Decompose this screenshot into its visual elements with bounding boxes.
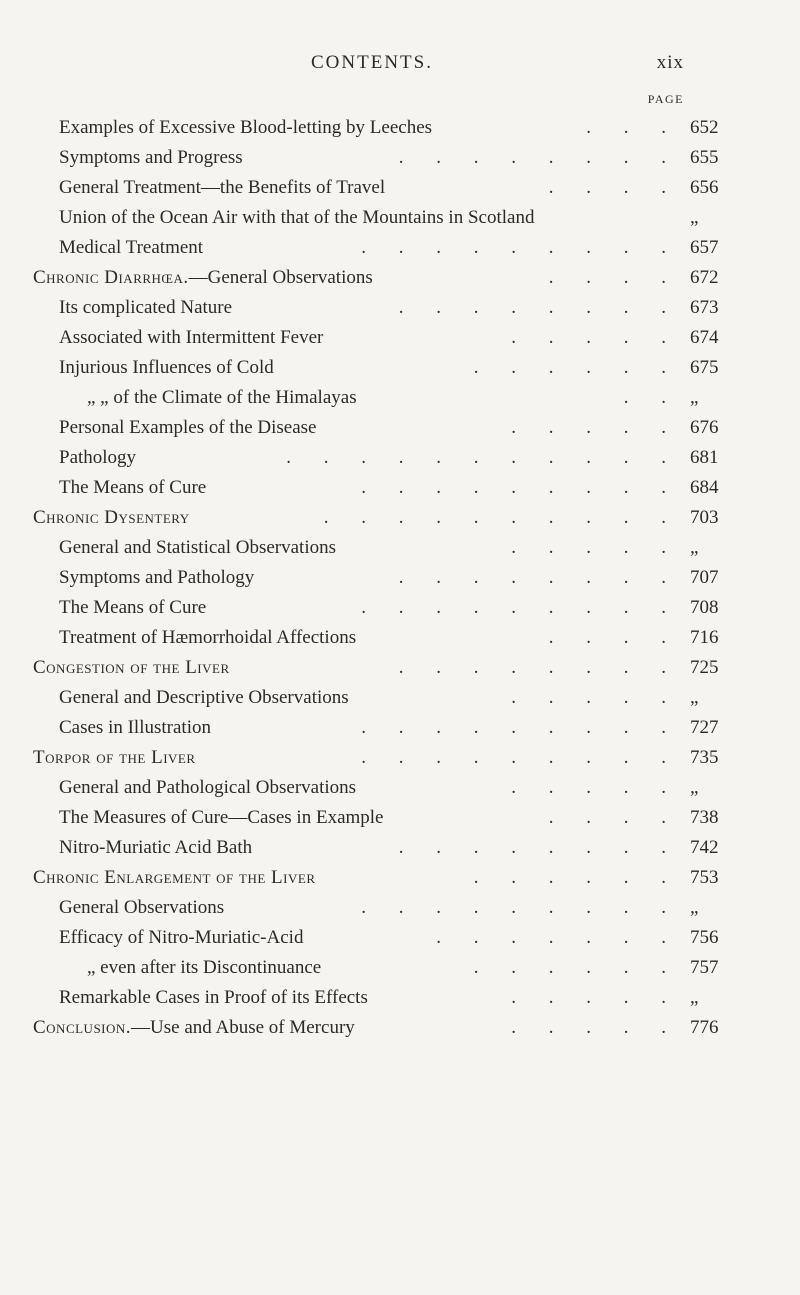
toc-entry-text: Efficacy of Nitro-Muriatic-Acid (59, 927, 304, 948)
leader-dots: . . . . . (511, 327, 680, 348)
toc-entry-page: 656 (690, 177, 719, 198)
leader-dots: . . . . (548, 807, 680, 828)
leader-dots: . . . . . . . . . (361, 477, 680, 498)
toc-entry-text: Injurious Influences of Cold (59, 357, 274, 378)
toc-entry (0, 773, 800, 803)
toc-entry (0, 413, 800, 443)
leader-dots: . . . . . . . . . (361, 597, 680, 618)
toc-entry-text: Cases in Illustration (59, 717, 211, 738)
toc-entry-title (59, 233, 203, 263)
toc-entry-text: Personal Examples of the Disease (59, 417, 317, 438)
toc-entry (0, 533, 800, 563)
toc-entry-page: 672 (690, 267, 719, 288)
toc-entry-title (59, 683, 349, 713)
leader-dots: . . . . . . . (436, 927, 680, 948)
leader-dots: . . . . . . . . (398, 837, 680, 858)
leader-dots: . . . . . . . . . (361, 717, 680, 738)
toc-section (0, 503, 800, 533)
toc-section-title (33, 653, 230, 683)
leader-dots: . . . . . . . . . . . (286, 447, 680, 468)
toc-entry-title (59, 623, 356, 653)
toc-entry-text: The Means of Cure (59, 597, 207, 618)
leader-dots: . . . . . . . . (398, 297, 680, 318)
toc-entry (0, 803, 800, 833)
toc-entry-page: „ (690, 207, 701, 228)
toc-entry-title (59, 713, 211, 743)
toc-entry (0, 113, 800, 143)
toc-entry-title (59, 413, 316, 443)
toc-entry-text: Symptoms and Progress (59, 147, 243, 168)
toc-entry-page: „ (690, 687, 701, 708)
leader-dots: . . . . . . . . (398, 657, 680, 678)
toc-entry-text: Nitro-Muriatic Acid Bath (59, 837, 253, 858)
toc-section-title (33, 263, 373, 293)
toc-entry-text: „ „ of the Climate of the Himalayas (87, 387, 357, 408)
toc-entry (0, 563, 800, 593)
toc-entry (0, 683, 800, 713)
toc-entry (0, 923, 800, 953)
leader-dots: . . . . . . . . . (361, 897, 680, 918)
toc-entry-page: „ (690, 537, 701, 558)
toc-section-title (33, 863, 315, 893)
toc-entry-page: „ (690, 777, 701, 798)
toc-entry (0, 623, 800, 653)
toc-entry-text: Treatment of Hæmorrhoidal Affections (59, 627, 357, 648)
table-of-contents (0, 113, 800, 1043)
toc-entry-page: 708 (690, 597, 719, 618)
toc-entry-page: 725 (690, 657, 719, 678)
toc-entry-title (59, 203, 534, 233)
toc-entry (0, 203, 800, 233)
toc-entry-text: Examples of Excessive Blood-letting by Leeches (59, 117, 433, 138)
toc-entry-title (59, 293, 232, 323)
toc-section-title (33, 503, 190, 533)
toc-entry (0, 233, 800, 263)
toc-entry-page: 676 (690, 417, 719, 438)
toc-entry-page: 652 (690, 117, 719, 138)
leader-dots: . . . . . . . . . . (323, 507, 680, 528)
toc-entry-text: General Observations (59, 897, 225, 918)
toc-entry-text: The Means of Cure (59, 477, 207, 498)
toc-entry (0, 713, 800, 743)
leader-dots: . . (623, 387, 680, 408)
toc-entry-text: Symptoms and Pathology (59, 567, 255, 588)
toc-section (0, 263, 800, 293)
toc-entry-title (59, 173, 385, 203)
toc-entry-text: General and Descriptive Observations (59, 687, 349, 708)
leader-dots: . . . . . . . . . (361, 747, 680, 768)
page-number: xix (656, 52, 684, 73)
toc-entry-text: General and Pathological Observations (59, 777, 357, 798)
toc-entry-title (59, 353, 274, 383)
leader-dots: . . . . (548, 177, 680, 198)
toc-entry-page: 707 (690, 567, 719, 588)
leader-dots: . . . . (548, 267, 680, 288)
toc-entry-title (59, 473, 206, 503)
toc-entry-page: 738 (690, 807, 719, 828)
toc-entry-title (59, 833, 252, 863)
page-column-label: PAGE (647, 92, 684, 106)
toc-section (0, 1013, 800, 1043)
toc-entry-title (59, 803, 384, 833)
toc-entry-page: 716 (690, 627, 719, 648)
leader-dots: . . . (586, 117, 680, 138)
leader-dots: . . . . . . . . (398, 147, 680, 168)
toc-entry-page: 756 (690, 927, 719, 948)
toc-entry (0, 143, 800, 173)
toc-entry-text: Pathology (59, 447, 137, 468)
toc-entry-page: 657 (690, 237, 719, 258)
section-heading: Torpor of the Liver (33, 747, 196, 768)
section-heading: Chronic Dysentery (33, 507, 190, 528)
toc-section-title (33, 1013, 355, 1043)
toc-entry-text: Remarkable Cases in Proof of its Effects (59, 987, 368, 1008)
toc-entry-title (59, 773, 356, 803)
toc-entry-page: 675 (690, 357, 719, 378)
toc-entry-text: Associated with Intermittent Fever (59, 327, 324, 348)
toc-entry-title (59, 443, 136, 473)
toc-entry-title (59, 113, 432, 143)
toc-entry-title (87, 953, 321, 983)
toc-entry-title (59, 323, 323, 353)
toc-entry (0, 473, 800, 503)
section-heading: Congestion of the Liver (33, 657, 230, 678)
toc-entry (0, 293, 800, 323)
leader-dots: . . . . . . . . . (361, 237, 680, 258)
running-title: CONTENTS. (311, 52, 433, 73)
toc-entry-title (59, 923, 303, 953)
toc-entry (0, 593, 800, 623)
toc-entry (0, 983, 800, 1013)
toc-entry-page: 776 (690, 1017, 719, 1038)
toc-entry (0, 383, 800, 413)
section-heading: Conclusion. (33, 1017, 132, 1038)
leader-dots: . . . . . . (473, 357, 680, 378)
leader-dots: . . . . . (511, 1017, 680, 1038)
toc-entry-title (59, 563, 254, 593)
section-heading: Chronic Enlargement of the Liver (33, 867, 316, 888)
toc-entry-page: 735 (690, 747, 719, 768)
running-head (60, 52, 684, 80)
toc-entry-title (59, 143, 243, 173)
leader-dots: . . . . . . (473, 867, 680, 888)
toc-entry-title (87, 383, 357, 413)
toc-entry-page: 681 (690, 447, 719, 468)
leader-dots: . . . . . . . . (398, 567, 680, 588)
toc-entry-title (59, 593, 206, 623)
leader-dots: . . . . . (511, 537, 680, 558)
toc-entry-page: 655 (690, 147, 719, 168)
toc-entry (0, 323, 800, 353)
leader-dots: . . . . . (511, 417, 680, 438)
toc-entry (0, 443, 800, 473)
leader-dots: . . . . . (511, 987, 680, 1008)
section-heading: Chronic Diarrhœa. (33, 267, 189, 288)
toc-entry (0, 833, 800, 863)
toc-entry-text: —Use and Abuse of Mercury (131, 1017, 355, 1038)
toc-entry-page: „ (690, 987, 701, 1008)
toc-entry-text: —General Observations (188, 267, 373, 288)
toc-entry (0, 893, 800, 923)
toc-entry-text: „ even after its Discontinuance (87, 957, 322, 978)
toc-entry-page: 753 (690, 867, 719, 888)
toc-entry-text: Medical Treatment (59, 237, 204, 258)
toc-entry-page: 727 (690, 717, 719, 738)
toc-section (0, 863, 800, 893)
toc-entry (0, 173, 800, 203)
toc-entry-text: The Measures of Cure—Cases in Example (59, 807, 384, 828)
toc-entry-page: „ (690, 897, 701, 918)
leader-dots: . . . . . (511, 687, 680, 708)
leader-dots: . . . . . . (473, 957, 680, 978)
toc-entry-page: 703 (690, 507, 719, 528)
toc-entry-page: 674 (690, 327, 719, 348)
leader-dots: . . . . (548, 627, 680, 648)
toc-entry-page: 742 (690, 837, 719, 858)
toc-entry-title (59, 893, 224, 923)
toc-entry-page: „ (690, 387, 701, 408)
toc-entry-text: General Treatment—the Benefits of Travel (59, 177, 386, 198)
toc-section (0, 743, 800, 773)
toc-entry-text: Its complicated Nature (59, 297, 233, 318)
toc-entry-title (59, 533, 336, 563)
toc-entry-text: General and Statistical Observations (59, 537, 337, 558)
toc-entry (0, 953, 800, 983)
toc-entry-title (59, 983, 368, 1013)
toc-section-title (33, 743, 196, 773)
toc-entry (0, 353, 800, 383)
toc-entry-page: 757 (690, 957, 719, 978)
toc-entry-text: Union of the Ocean Air with that of the Mountains in Scotland (59, 207, 535, 228)
toc-entry-page: 684 (690, 477, 719, 498)
toc-section (0, 653, 800, 683)
toc-entry-page: 673 (690, 297, 719, 318)
leader-dots: . . . . . (511, 777, 680, 798)
